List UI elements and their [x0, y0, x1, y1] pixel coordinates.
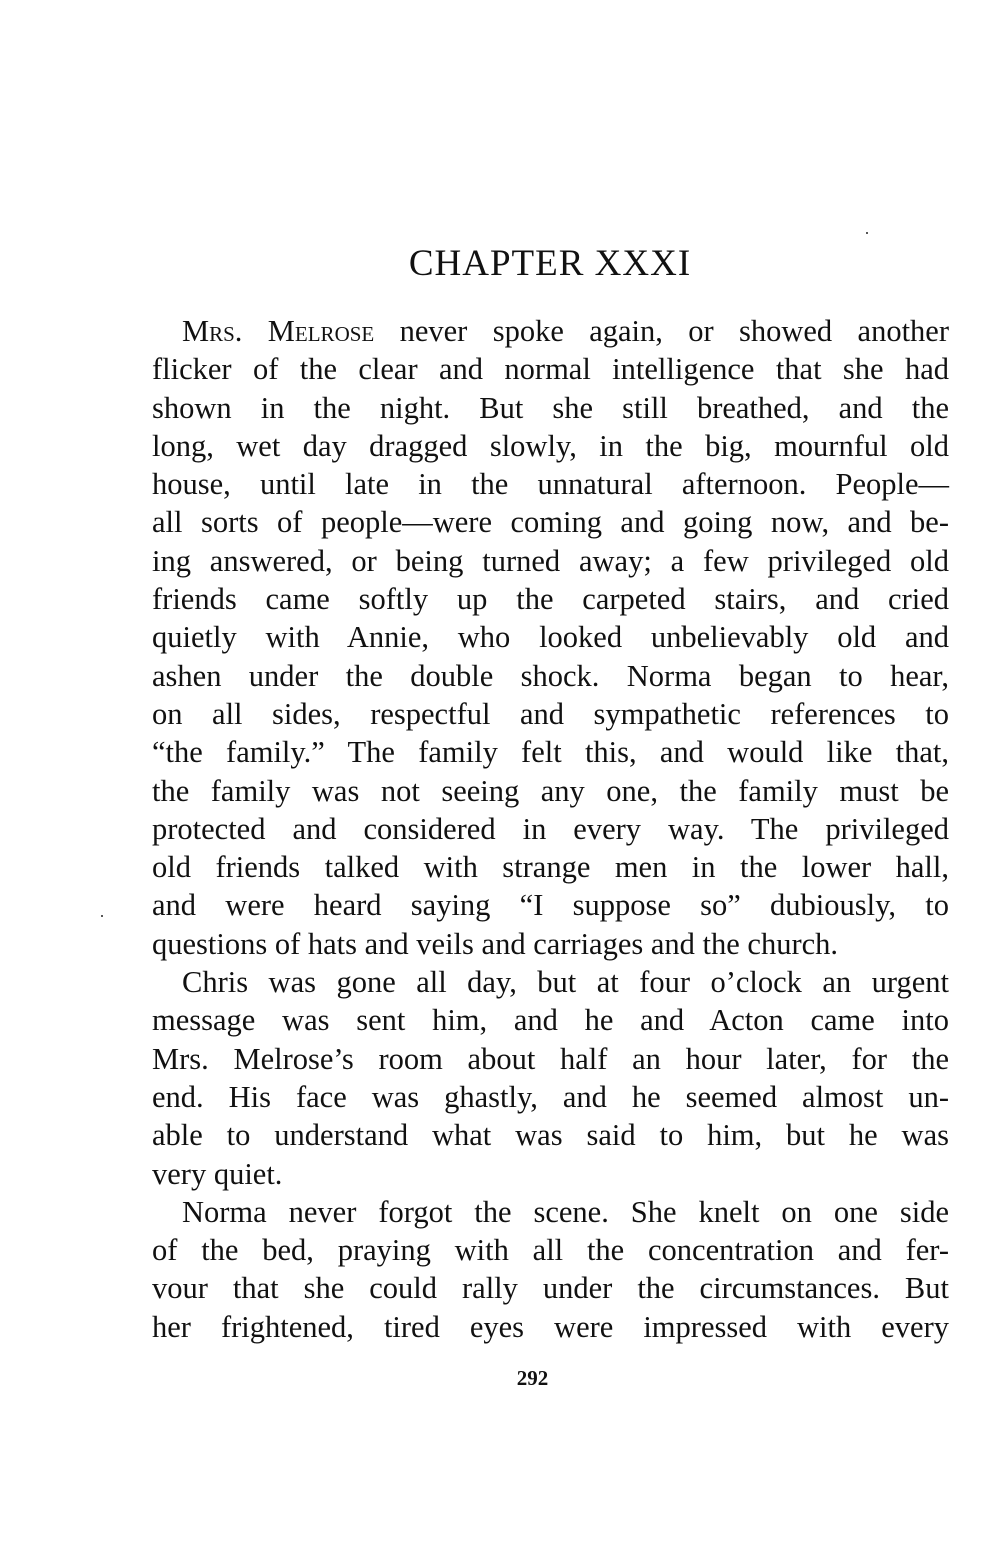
text-line: very quiet.	[152, 1156, 283, 1191]
text-line: questions of hats and veils and carriages and the church.	[152, 926, 839, 961]
text-line: friends came softly up the carpeted stairs, and cried	[152, 582, 949, 617]
body-text	[152, 312, 949, 1346]
text-line: the family was not seeing any one, the family must be	[152, 773, 949, 808]
text-line: message was sent him, and he and Acton came into	[152, 1003, 949, 1038]
text-line: end. His face was ghastly, and he seemed almost un-	[152, 1079, 949, 1114]
text-line: of the bed, praying with all the concentration and fer-	[152, 1233, 949, 1268]
text-line: vour that she could rally under the circumstances. But	[152, 1271, 949, 1306]
chapter-title: CHAPTER XXXI	[408, 243, 692, 284]
text-line: her frightened, tired eyes were impressed with every	[152, 1309, 949, 1344]
text-line: and were heard saying “I suppose so” dubiously, to	[152, 888, 949, 923]
text-line: Mrs. Melrose never spoke again, or showed another	[182, 314, 949, 348]
text-line: old friends talked with strange men in the lower hall,	[152, 850, 949, 885]
text-line: flicker of the clear and normal intelligence that she had	[152, 352, 949, 387]
text-line: quietly with Annie, who looked unbelievably old and	[152, 620, 949, 655]
text-line: all sorts of people—were coming and going now, and be-	[152, 505, 949, 540]
text-line: on all sides, respectful and sympathetic references to	[152, 696, 949, 731]
text-line: “the family.” The family felt this, and would like that,	[152, 735, 949, 770]
text-line: Norma never forgot the scene. She knelt on one side	[182, 1194, 949, 1229]
text-line: Chris was gone all day, but at four o’clock an urgent	[182, 965, 949, 1000]
text-line: ashen under the double shock. Norma began to hear,	[152, 658, 949, 693]
text-line: ing answered, or being turned away; a few privileged old	[152, 543, 949, 578]
scan-speck	[101, 915, 103, 917]
text-line: able to understand what was said to him, but he was	[152, 1118, 949, 1153]
small-caps-lead: Mrs. Melrose	[182, 314, 375, 348]
text-line: protected and considered in every way. The privileged	[152, 811, 949, 846]
text-line: house, until late in the unnatural afternoon. People—	[152, 467, 949, 502]
text-line: Mrs. Melrose’s room about half an hour later, for the	[152, 1041, 949, 1076]
scan-speck	[866, 232, 868, 234]
text-line: long, wet day dragged slowly, in the big, mournful old	[152, 428, 949, 463]
page-number: 292	[516, 1366, 549, 1390]
text-line: shown in the night. But she still breathed, and the	[152, 390, 949, 425]
